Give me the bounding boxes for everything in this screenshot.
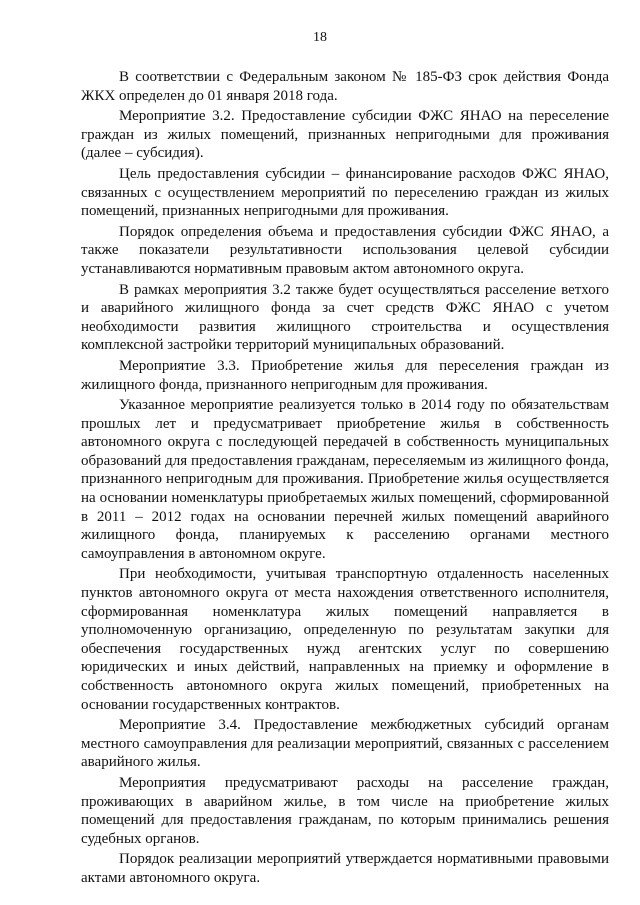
paragraph-implementation-procedure: Порядок реализации мероприятий утверждается нормативными правовыми актами автономного округа. xyxy=(81,851,609,886)
paragraph-nomenclature-transfer: При необходимости, учитывая транспортную отдаленность населенных пунктов автономного округа от места нахождения ответственного исполнителя, сформированная номенклатура жилых помещений направляется в уполномоченную организацию, определенную по результатам закупки для обеспечения государственных нужд агентских услуг по совершению юридических и иных действий, направленных на приемку и оформление в собственность автономного округа жилых помещений, приобретенных на основании государственных контрактов. xyxy=(81,566,609,713)
page-number: 18 xyxy=(313,30,327,45)
paragraph-measure-expenses: Мероприятия предусматривают расходы на расселение граждан, проживающих в аварийном жилье, в том числе на приобретение жилых помещений для предоставления гражданам, по которым принимались решения судебных органов. xyxy=(81,774,609,847)
paragraph-measure-3-4: Мероприятие 3.4. Предоставление межбюджетных субсидий органам местного самоуправления для реализации мероприятий, связанных с расселением аварийного жилья. xyxy=(81,717,609,771)
document-body xyxy=(81,68,609,890)
paragraph-measure-3-3-details: Указанное мероприятие реализуется только в 2014 году по обязательствам прошлых лет и предусматривает приобретение жилья в собственность автономного округа с последующей передачей в собственность муниципальных образований для предоставления гражданам, переселяемым из жилищного фонда, признанного непригодным для проживания. Приобретение жилья осуществляется на основании номенклатуры приобретаемых жилых помещений, сформированной в 2011 – 2012 годах на основании перечней жилых помещений аварийного жилищного фонда, планируемых к расселению органами местного самоуправления в автономном округе. xyxy=(81,397,609,562)
paragraph-subsidy-purpose: Цель предоставления субсидии – финансирование расходов ФЖС ЯНАО, связанных с осуществлением мероприятий по переселению граждан из жилых помещений, признанных непригодными для проживания. xyxy=(81,165,609,220)
paragraph-measure-3-2: Мероприятие 3.2. Предоставление субсидии ФЖС ЯНАО на переселение граждан из жилых помещений, признанных непригодными для проживания (далее – субсидия). xyxy=(81,108,609,162)
paragraph-resettlement-scope: В рамках мероприятия 3.2 также будет осуществляться расселение ветхого и аварийного жилищного фонда за счет средств ФЖС ЯНАО с учетом необходимости развития жилищного строительства и осуществления комплексной застройки территорий муниципальных образований. xyxy=(81,281,609,354)
paragraph-fund-term: В соответствии с Федеральным законом № 185-ФЗ срок действия Фонда ЖКХ определен до 01 января 2018 года. xyxy=(81,69,609,104)
paragraph-subsidy-procedure: Порядок определения объема и предоставления субсидии ФЖС ЯНАО, а также показатели результативности использования целевой субсидии устанавливаются нормативным правовым актом автономного округа. xyxy=(81,223,609,277)
paragraph-measure-3-3: Мероприятие 3.3. Приобретение жилья для переселения граждан из жилищного фонда, признанного непригодным для проживания. xyxy=(81,357,609,393)
